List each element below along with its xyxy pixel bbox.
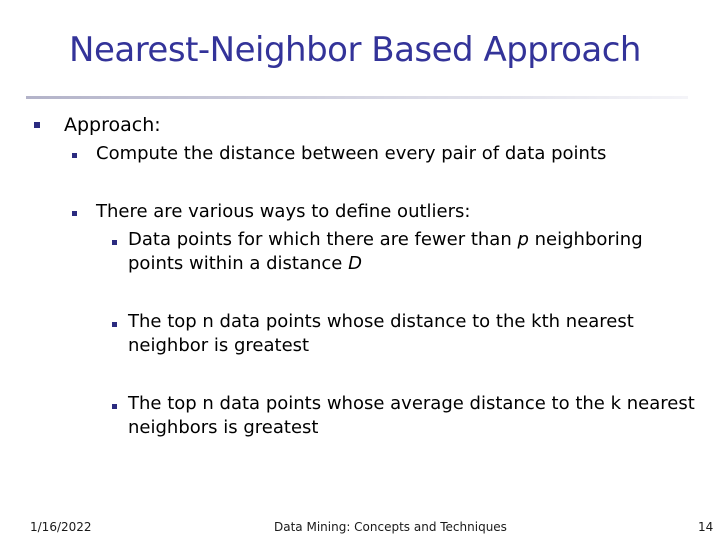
definition-1-text: Data points for which there are fewer than [128, 229, 518, 250]
definition-3-line-2: neighbors is greatest [128, 417, 319, 438]
square-bullet-icon [72, 211, 77, 216]
square-bullet-icon [72, 153, 77, 158]
page-number: 14 [698, 520, 714, 534]
footer-date: 1/16/2022 [30, 520, 92, 534]
definition-1-text-end: neighboring [528, 229, 643, 250]
slide-title: Nearest-Neighbor Based Approach [69, 30, 641, 70]
definition-1-line-1 [128, 228, 643, 252]
square-bullet-icon [34, 122, 40, 128]
definition-1-variable-p: p [517, 229, 529, 250]
outlier-definitions-intro: There are various ways to define outliers: [96, 201, 471, 222]
square-bullet-icon [112, 322, 117, 327]
definition-1-line-2 [128, 252, 362, 276]
definition-1-text-2: points within a distance [128, 253, 349, 274]
title-divider [26, 96, 688, 99]
square-bullet-icon [112, 240, 117, 245]
square-bullet-icon [112, 404, 117, 409]
definition-1-variable-d: D [348, 253, 362, 274]
definition-2-line-1: The top n data points whose distance to the kth nearest [128, 311, 634, 332]
definition-3-line-1: The top n data points whose average distance to the k nearest [128, 393, 695, 414]
footer-source: Data Mining: Concepts and Techniques [274, 520, 507, 534]
definition-2-line-2: neighbor is greatest [128, 335, 310, 356]
compute-distance-text: Compute the distance between every pair of data points [96, 143, 607, 164]
approach-label: Approach: [64, 114, 161, 136]
